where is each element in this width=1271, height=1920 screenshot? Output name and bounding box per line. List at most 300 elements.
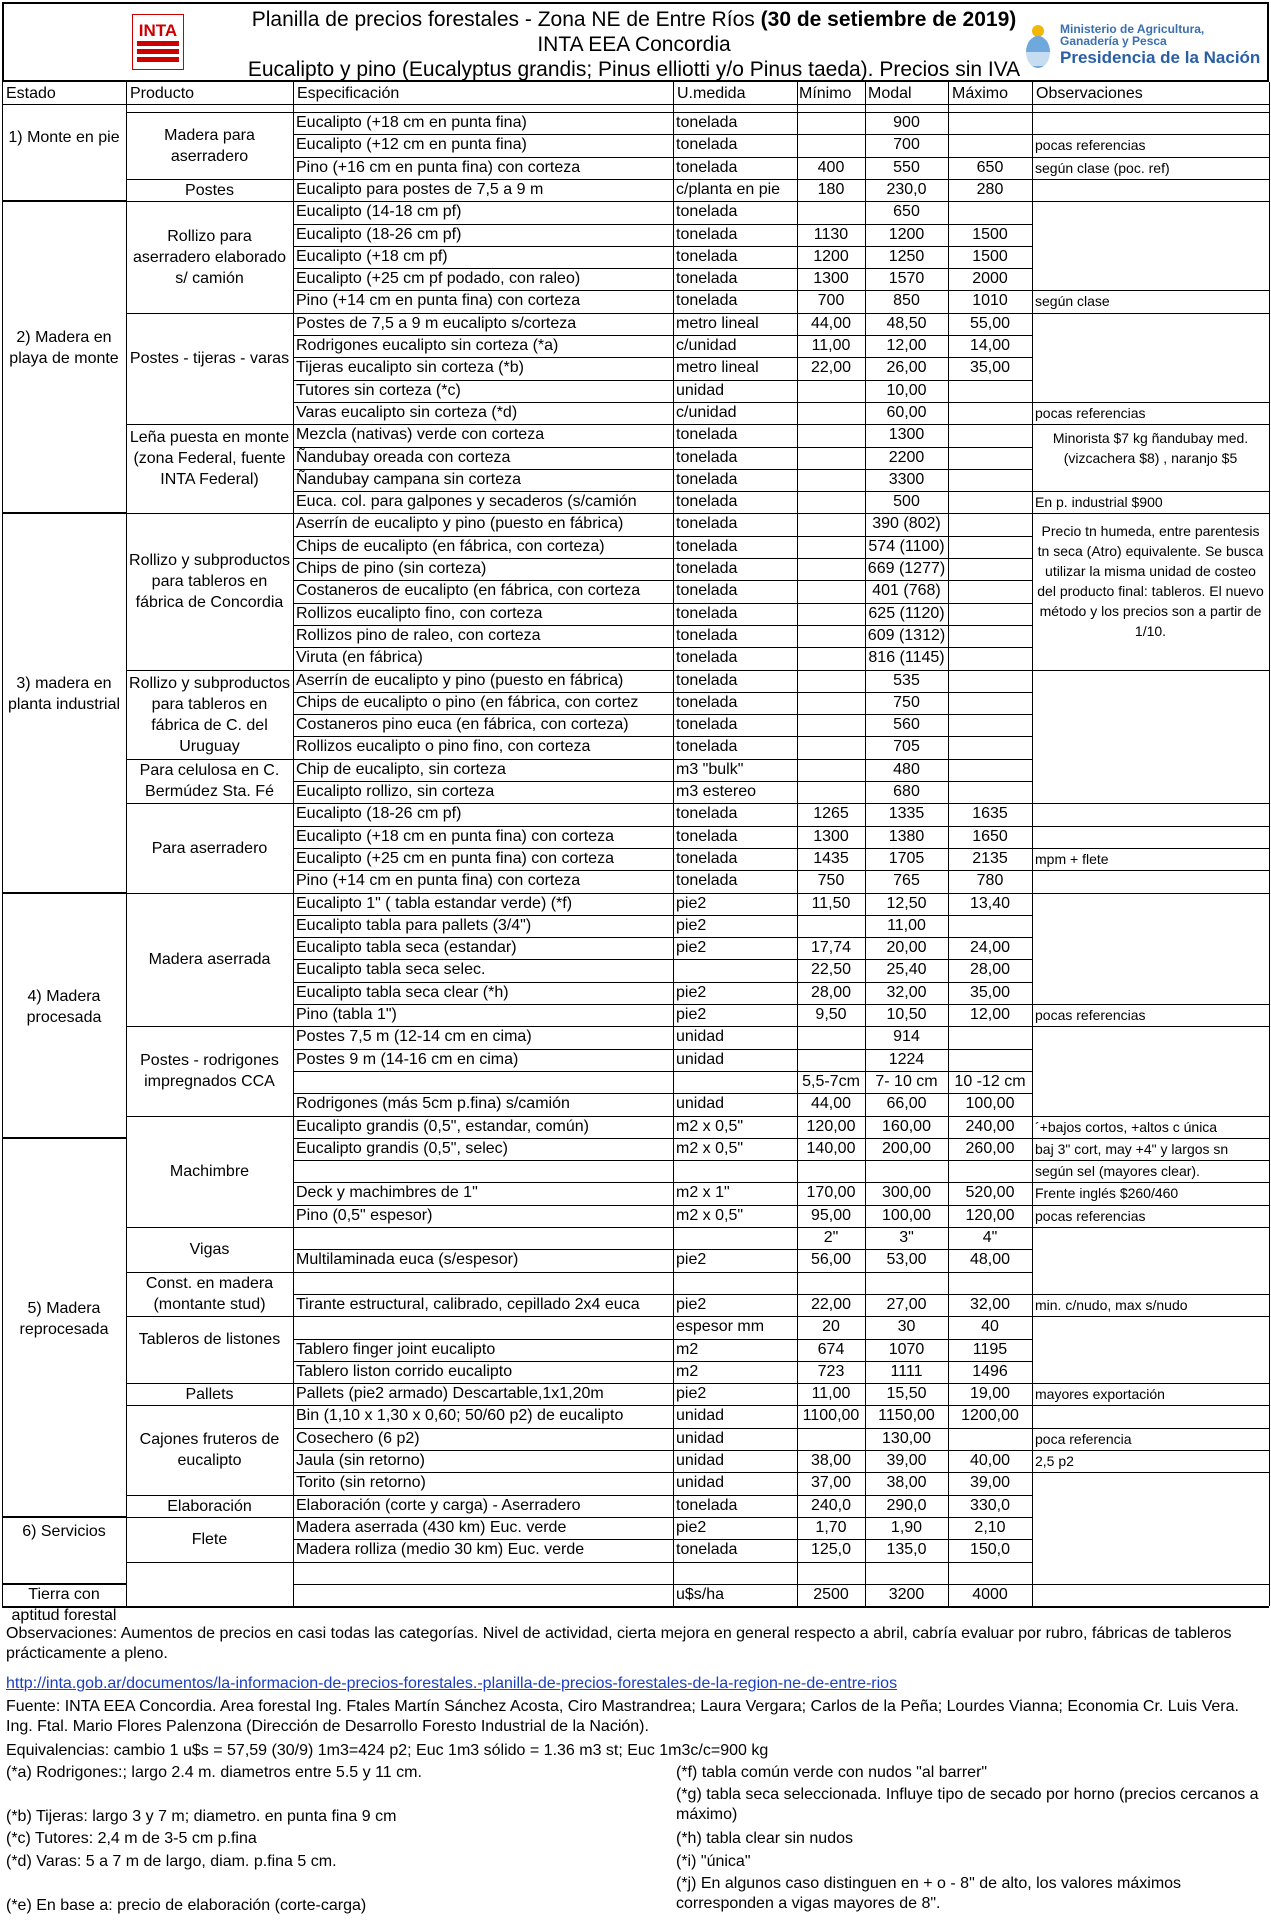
argentina-shield-icon	[1024, 22, 1052, 70]
modal-cell: 1,90	[890, 1518, 923, 1536]
max-cell	[948, 201, 1032, 223]
obs-cell	[1035, 112, 1268, 134]
unit-cell: tonelada	[676, 649, 738, 667]
observaciones-text: Observaciones: Aumentos de precios en casi todas las categorías. Nivel de actividad, cierta mejora en general respecto a abril, cabría evaluar por rubro, fábricas de tableros prácticamente a pleno.	[6, 1625, 1232, 1662]
group-label: 1) Monte en pie	[8, 128, 120, 146]
modal-cell: 650	[893, 203, 920, 221]
max-cell: 780	[976, 872, 1004, 890]
max-cell: 330,0	[969, 1496, 1011, 1514]
spec-cell: Chip de eucalipto, sin corteza	[296, 760, 506, 778]
modal-cell: 1335	[888, 805, 925, 823]
modal-cell: 500	[893, 493, 920, 511]
modal-cell: 60,00	[886, 403, 927, 421]
min-cell	[797, 692, 865, 714]
modal-cell: 25,40	[886, 961, 927, 979]
column-header: Especificación	[297, 85, 400, 102]
modal-cell: 130,00	[882, 1429, 931, 1447]
min-cell: 22,00	[810, 1295, 852, 1313]
min-cell	[797, 625, 865, 647]
min-cell: 700	[817, 292, 845, 310]
max-cell	[948, 402, 1032, 424]
unit-cell: pie2	[676, 939, 707, 957]
spec-cell: Postes 9 m (14-16 cm en cima)	[296, 1050, 519, 1068]
min-cell	[797, 558, 865, 580]
max-cell: 28,00	[969, 961, 1011, 979]
product-divider	[126, 201, 293, 202]
max-cell	[948, 625, 1032, 647]
side-note-tableros: Precio tn humeda, entre parentesis tn seca (Atro) equivalente. Se busca utilizar la misma unidad de costeo del producto final: tableros. El nuevo método y los precios son a partir de 1/10.	[1037, 523, 1264, 640]
modal-cell: 900	[893, 114, 920, 131]
min-cell: 674	[817, 1340, 845, 1358]
max-cell	[948, 1562, 1032, 1584]
obs-cell: según sel (mayores clear).	[1035, 1163, 1200, 1180]
max-cell	[948, 759, 1032, 781]
max-cell: 120,00	[965, 1206, 1015, 1224]
spec-cell: Ñandubay oreada con corteza	[296, 448, 511, 466]
obs-cell	[1035, 1472, 1268, 1494]
modal-cell: 100,00	[882, 1206, 931, 1224]
unit-cell	[676, 959, 796, 981]
modal-cell: 39,00	[886, 1452, 927, 1469]
max-cell	[948, 513, 1032, 535]
obs-cell: pocas referencias	[1035, 137, 1146, 154]
obs-cell: ´+bajos cortos, +altos c única	[1035, 1118, 1218, 1135]
unit-cell: tonelada	[676, 872, 738, 890]
obs-cell	[1035, 1495, 1268, 1517]
modal-cell: 1200	[888, 225, 925, 243]
unit-cell: tonelada	[676, 270, 738, 288]
product-divider	[126, 1227, 293, 1228]
min-cell	[797, 670, 865, 692]
spec-cell: Pallets (pie2 armado) Descartable,1x1,20m	[296, 1385, 604, 1403]
max-cell: 520,00	[965, 1184, 1015, 1202]
unit-cell: unidad	[676, 1050, 725, 1068]
column-header: Modal	[868, 85, 912, 102]
max-cell: 12,00	[969, 1006, 1011, 1023]
product-divider	[126, 1517, 293, 1518]
modal-cell: 15,50	[886, 1385, 927, 1403]
min-cell	[797, 1026, 865, 1048]
unit-cell: tonelada	[676, 805, 738, 823]
product-label: Para celulosa en C. Bermúdez Sta. Fé	[139, 762, 280, 800]
product-divider	[126, 112, 293, 113]
product-divider	[126, 313, 293, 314]
max-cell	[948, 469, 1032, 491]
product-label: Postes - rodrigones impregnados CCA	[140, 1052, 279, 1090]
product-divider	[126, 670, 293, 671]
modal-cell: 1380	[888, 827, 925, 845]
modal-cell: 20,00	[886, 939, 927, 957]
group-label: 2) Madera en playa de monte	[9, 329, 119, 367]
ministry-line-1: Ministerio de Agricultura,	[1060, 22, 1205, 36]
min-cell: 1265	[813, 805, 849, 823]
product-divider	[126, 513, 293, 514]
max-cell	[948, 112, 1032, 134]
unit-cell: tonelada	[676, 114, 738, 131]
fuente-text: Fuente: INTA EEA Concordia. Area forestal Ing. Ftales Martín Sánchez Acosta, Ciro Mastrandrea; Laura Vergara; Carlos de la Peña; Lourdes Vianna; Economia Cr. Luis Vera. Ing. Ftal. Mario Flores Palenzona (Dirección de Desarrollo Foresto Industrial de la Nación).	[6, 1698, 1239, 1735]
inta-logo	[132, 14, 184, 70]
min-cell	[797, 1049, 865, 1071]
max-cell	[948, 736, 1032, 758]
modal-cell: 1224	[888, 1050, 925, 1068]
min-cell: 1300	[813, 270, 849, 288]
modal-cell: 550	[893, 158, 920, 176]
unit-cell	[676, 1160, 796, 1182]
min-cell: 140,00	[806, 1139, 856, 1157]
min-cell: 120,00	[806, 1117, 856, 1135]
spec-cell: Eucalipto (+25 cm pf podado, con raleo)	[296, 270, 581, 288]
spec-cell: Eucalipto rollizo, sin corteza	[296, 783, 495, 800]
min-cell: 1300	[813, 827, 849, 845]
max-cell: 2000	[972, 270, 1008, 288]
obs-cell	[1035, 1361, 1268, 1383]
footnote-i: (*i) "única"	[676, 1853, 751, 1870]
unit-cell: metro lineal	[676, 359, 759, 377]
min-cell	[797, 1272, 865, 1294]
product-label: Rollizo y subproductos para tableros en fábrica de Concordia	[129, 551, 290, 611]
spec-cell: Pino (+14 cm en punta fina) con corteza	[296, 872, 581, 890]
min-cell	[797, 759, 865, 781]
min-cell	[797, 736, 865, 758]
group-label: 5) Madera reprocesada	[19, 1299, 109, 1338]
spec-cell: Aserrín de eucalipto y pino (puesto en fábrica)	[296, 515, 624, 533]
min-cell	[797, 380, 865, 402]
min-cell	[797, 513, 865, 535]
obs-cell: mayores exportación	[1035, 1386, 1165, 1403]
min-cell	[797, 1428, 865, 1450]
unit-cell: c/unidad	[676, 403, 737, 421]
footnote-g: (*g) tabla seca seleccionada. Influye tipo de secado por horno (precios cercanos a máximo)	[676, 1786, 1259, 1823]
spec-cell: Tijeras eucalipto sin corteza (*b)	[296, 359, 524, 377]
column-divider	[673, 82, 674, 1606]
spec-cell: Pino (0,5" espesor)	[296, 1206, 433, 1224]
modal-cell	[865, 1160, 948, 1182]
min-cell: 400	[817, 158, 845, 176]
spec-cell: Eucalipto grandis (0,5", estandar, común)	[296, 1117, 589, 1135]
footnote-a: (*a) Rodrigones:; largo 2.4 m. diametros entre 5.5 y 11 cm.	[6, 1764, 422, 1781]
obs-cell	[1035, 1539, 1268, 1561]
source-link[interactable]: http://inta.gob.ar/documentos/la-informacion-de-precios-forestales.-planilla-de-precios-forestales-de-la-region-ne-de-entre-rios	[6, 1675, 898, 1692]
obs-cell	[1035, 335, 1268, 357]
max-cell: 24,00	[969, 939, 1011, 957]
spec-cell: Rollizos eucalipto fino, con corteza	[296, 604, 543, 622]
unit-cell: unidad	[676, 1474, 725, 1492]
modal-cell: 560	[893, 716, 920, 734]
unit-cell: unidad	[676, 1095, 725, 1113]
spec-cell	[296, 1071, 672, 1093]
modal-cell: 135,0	[886, 1541, 927, 1559]
product-divider	[126, 1405, 293, 1406]
product-divider	[126, 424, 293, 425]
spec-cell: Eucalipto (14-18 cm pf)	[296, 203, 462, 221]
obs-cell	[1035, 1249, 1268, 1271]
modal-cell: 3200	[888, 1585, 925, 1603]
modal-cell: 12,00	[886, 337, 927, 354]
spec-cell: Pino (tabla 1")	[296, 1006, 397, 1023]
unit-cell: c/unidad	[676, 337, 737, 354]
obs-cell	[1035, 692, 1268, 714]
product-divider	[126, 893, 293, 894]
max-cell: 4000	[972, 1585, 1008, 1603]
unit-cell: tonelada	[676, 292, 738, 310]
max-cell: 1500	[972, 247, 1008, 265]
min-cell	[797, 112, 865, 134]
obs-cell	[1035, 380, 1268, 402]
min-cell	[797, 647, 865, 669]
max-cell	[948, 536, 1032, 558]
max-cell	[948, 134, 1032, 156]
product-label: Leña puesta en monte (zona Federal, fuente INTA Federal)	[129, 428, 290, 488]
max-cell: 35,00	[969, 983, 1011, 1001]
max-cell	[948, 915, 1032, 937]
max-cell: 2,10	[974, 1518, 1006, 1536]
min-cell: 17,74	[810, 939, 852, 957]
unit-cell: tonelada	[676, 493, 738, 511]
modal-cell: 230,0	[886, 180, 927, 198]
unit-cell: tonelada	[676, 426, 738, 444]
max-cell: 100,00	[965, 1095, 1015, 1113]
unit-cell: pie2	[676, 916, 707, 934]
modal-cell: 914	[893, 1028, 920, 1046]
spec-cell: Mezcla (nativas) verde con corteza	[296, 426, 545, 444]
max-cell	[948, 1026, 1032, 1048]
unit-cell	[676, 1562, 796, 1584]
min-cell	[797, 424, 865, 446]
product-label: Para aserradero	[151, 839, 268, 857]
unit-cell: pie2	[676, 894, 707, 912]
spec-cell: Eucalipto (+18 cm pf)	[296, 247, 448, 265]
modal-cell: 1150,00	[878, 1407, 935, 1425]
unit-cell: pie2	[676, 1385, 707, 1403]
obs-cell	[1035, 246, 1268, 268]
obs-cell	[1035, 1316, 1268, 1338]
max-cell	[948, 714, 1032, 736]
min-cell: 1200	[813, 247, 849, 265]
max-cell	[948, 491, 1032, 513]
max-cell	[948, 1272, 1032, 1294]
spec-cell: Chips de pino (sin corteza)	[296, 560, 487, 577]
min-cell	[797, 536, 865, 558]
spec-cell: Eucalipto (18-26 cm pf)	[296, 805, 462, 823]
product-label: Postes - tijeras - varas	[129, 349, 290, 367]
obs-cell: mpm + flete	[1035, 850, 1109, 867]
spec-cell	[296, 1584, 672, 1606]
unit-cell: u$s/ha	[676, 1585, 725, 1603]
side-note-lena: Minorista $7 kg ñandubay med. (vizcachera $8) , naranjo $5	[1052, 430, 1249, 467]
unit-cell: m2	[676, 1362, 699, 1380]
group-divider	[2, 1137, 126, 1139]
spec-cell: Madera aserrada (430 km) Euc. verde	[296, 1518, 567, 1536]
sheet-header	[2, 2, 1269, 82]
min-cell: 1435	[813, 849, 849, 867]
modal-cell: 3300	[888, 470, 925, 488]
min-cell: 240,0	[810, 1496, 852, 1514]
product-label: Rollizo para aserradero elaborado s/ camión	[133, 227, 286, 287]
column-header: Producto	[130, 85, 195, 102]
unit-cell: m2 x 0,5"	[676, 1206, 744, 1224]
max-cell: 14,00	[969, 337, 1011, 354]
unit-cell	[676, 1272, 796, 1294]
min-cell	[797, 714, 865, 736]
min-cell: 11,00	[811, 337, 851, 354]
unit-cell: pie2	[676, 1518, 707, 1536]
max-cell	[948, 580, 1032, 602]
modal-cell: 12,50	[886, 894, 927, 912]
max-cell: 48,00	[969, 1251, 1011, 1269]
obs-cell	[1035, 1026, 1268, 1048]
group-divider	[2, 1516, 126, 1518]
modal-cell	[865, 1562, 948, 1584]
product-label: Pallets	[185, 1385, 234, 1403]
footnote-b: (*b) Tijeras: largo 3 y 7 m; diametro. en punta fina 9 cm	[6, 1808, 397, 1825]
obs-cell: según clase	[1035, 293, 1110, 310]
spec-cell: Costaneros pino euca (en fábrica, con corteza)	[296, 716, 629, 734]
max-cell: 1500	[972, 225, 1008, 243]
obs-cell	[1035, 1405, 1268, 1427]
column-divider	[2, 82, 3, 1606]
obs-cell	[1035, 1227, 1268, 1249]
max-cell: 1650	[972, 827, 1008, 845]
modal-cell: 160,00	[882, 1117, 931, 1135]
spec-cell: Ñandubay campana sin corteza	[296, 470, 522, 488]
spec-cell: Costaneros de eucalipto (en fábrica, con corteza	[296, 582, 641, 600]
modal-cell: 1070	[888, 1340, 925, 1358]
obs-cell	[1035, 179, 1268, 201]
spec-cell: Chips de eucalipto o pino (en fábrica, con cortez	[296, 693, 639, 711]
unit-cell: pie2	[676, 1006, 707, 1023]
spec-cell: Varas eucalipto sin corteza (*d)	[296, 403, 518, 421]
obs-cell	[1035, 870, 1268, 892]
min-cell: 2"	[823, 1229, 839, 1246]
modal-cell: 480	[893, 760, 920, 778]
spec-cell	[296, 1272, 672, 1294]
spec-cell: Tirante estructural, calibrado, cepillado 2x4 euca	[296, 1295, 640, 1313]
modal-cell: 26,00	[886, 359, 927, 377]
modal-cell: 200,00	[882, 1139, 931, 1157]
max-cell: 35,00	[969, 359, 1011, 377]
unit-cell: m2 x 1"	[676, 1184, 730, 1202]
min-cell	[797, 781, 865, 803]
max-cell: 260,00	[965, 1139, 1015, 1157]
unit-cell: m2 x 0,5"	[676, 1117, 744, 1135]
modal-cell: 38,00	[886, 1474, 927, 1492]
modal-cell: 27,00	[886, 1295, 927, 1313]
unit-cell: pie2	[676, 1251, 707, 1269]
spec-cell: Postes 7,5 m (12-14 cm en cima)	[296, 1028, 532, 1046]
product-label: Madera para aserradero	[164, 126, 255, 165]
spec-cell: Eucalipto (+18 cm en punta fina)	[296, 114, 527, 131]
obs-cell	[1035, 313, 1268, 335]
modal-cell: 816 (1145)	[868, 649, 945, 667]
spec-cell: Jaula (sin retorno)	[296, 1452, 425, 1469]
unit-cell: tonelada	[676, 225, 738, 243]
obs-cell	[1035, 224, 1268, 246]
spec-cell: Eucalipto grandis (0,5", selec)	[296, 1139, 509, 1157]
unit-cell: m2 x 0,5"	[676, 1139, 744, 1157]
min-cell: 1130	[813, 225, 849, 243]
obs-cell	[1035, 937, 1268, 959]
source-link-row	[6, 1674, 897, 1694]
max-cell	[948, 558, 1032, 580]
unit-cell: tonelada	[676, 738, 738, 756]
spec-cell	[296, 1227, 672, 1249]
product-label: Tableros de listones	[138, 1330, 281, 1348]
product-label: Cajones fruteros de eucalipto	[139, 1431, 280, 1469]
group-divider	[2, 200, 126, 202]
spec-cell: Rollizos pino de raleo, con corteza	[296, 626, 541, 644]
column-header: Máximo	[952, 85, 1009, 102]
max-cell: 10 -12 cm	[954, 1072, 1026, 1090]
modal-cell: 10,00	[886, 381, 927, 399]
column-header: U.medida	[677, 85, 746, 102]
max-cell	[948, 424, 1032, 446]
max-cell: 2135	[972, 849, 1008, 867]
min-cell: 180	[817, 180, 845, 198]
min-cell: 11,00	[811, 1385, 851, 1403]
ministry-line-2: Ganadería y Pesca	[1060, 34, 1167, 48]
ministry-logo	[1020, 22, 1270, 70]
max-cell	[948, 692, 1032, 714]
spec-cell: Rollizos eucalipto o pino fino, con corteza	[296, 738, 591, 756]
obs-cell: Frente inglés $260/460	[1035, 1185, 1179, 1202]
min-cell: 2500	[813, 1585, 849, 1603]
min-cell: 1,70	[815, 1518, 847, 1536]
unit-cell: tonelada	[676, 1496, 738, 1514]
min-cell	[797, 915, 865, 937]
min-cell: 37,00	[810, 1474, 852, 1492]
product-label: Postes	[185, 181, 234, 199]
footnote-f: (*f) tabla común verde con nudos "al barrer"	[676, 1764, 988, 1781]
max-cell: 280	[976, 180, 1004, 198]
spec-cell: Pino (+16 cm en punta fina) con corteza	[296, 158, 581, 176]
footnote-c: (*c) Tutores: 2,4 m de 3-5 cm p.fina	[6, 1830, 257, 1847]
min-cell	[797, 134, 865, 156]
max-cell: 55,00	[969, 314, 1011, 332]
min-cell: 95,00	[810, 1206, 852, 1224]
obs-cell	[1035, 1584, 1268, 1606]
obs-cell	[1035, 1071, 1268, 1093]
min-cell: 56,00	[810, 1251, 852, 1269]
max-cell	[948, 603, 1032, 625]
spec-cell: Eucalipto tabla seca (estandar)	[296, 939, 517, 957]
obs-cell	[1035, 959, 1268, 981]
spec-cell: Tablero liston corrido eucalipto	[296, 1362, 513, 1380]
product-label: Flete	[191, 1531, 228, 1548]
unit-cell: tonelada	[676, 515, 738, 533]
modal-cell: 850	[893, 292, 920, 310]
max-cell	[948, 447, 1032, 469]
obs-cell	[1035, 201, 1268, 223]
product-divider	[126, 1026, 293, 1027]
unit-cell: tonelada	[676, 849, 738, 867]
table-bottom-line	[2, 1606, 1269, 1608]
product-divider	[126, 803, 293, 804]
obs-cell	[1035, 1562, 1268, 1584]
unit-cell: espesor mm	[676, 1318, 765, 1336]
group-label: 6) Servicios	[22, 1522, 106, 1540]
unit-cell: tonelada	[676, 604, 738, 622]
max-cell: 240,00	[965, 1117, 1015, 1135]
modal-cell: 3"	[899, 1229, 914, 1246]
group-divider	[2, 512, 126, 514]
obs-cell: baj 3" cort, may +4" y largos sn	[1035, 1140, 1229, 1157]
min-cell	[797, 201, 865, 223]
footnote-e: (*e) En base a: precio de elaboración (corte-carga)	[6, 1897, 367, 1914]
product-label: Rollizo y subproductos para tableros en fábrica de C. del Uruguay	[129, 674, 290, 755]
spec-cell: Eucalipto (+12 cm en punta fina)	[296, 136, 527, 154]
product-label: Machimbre	[169, 1163, 250, 1180]
column-divider	[1269, 82, 1270, 1606]
